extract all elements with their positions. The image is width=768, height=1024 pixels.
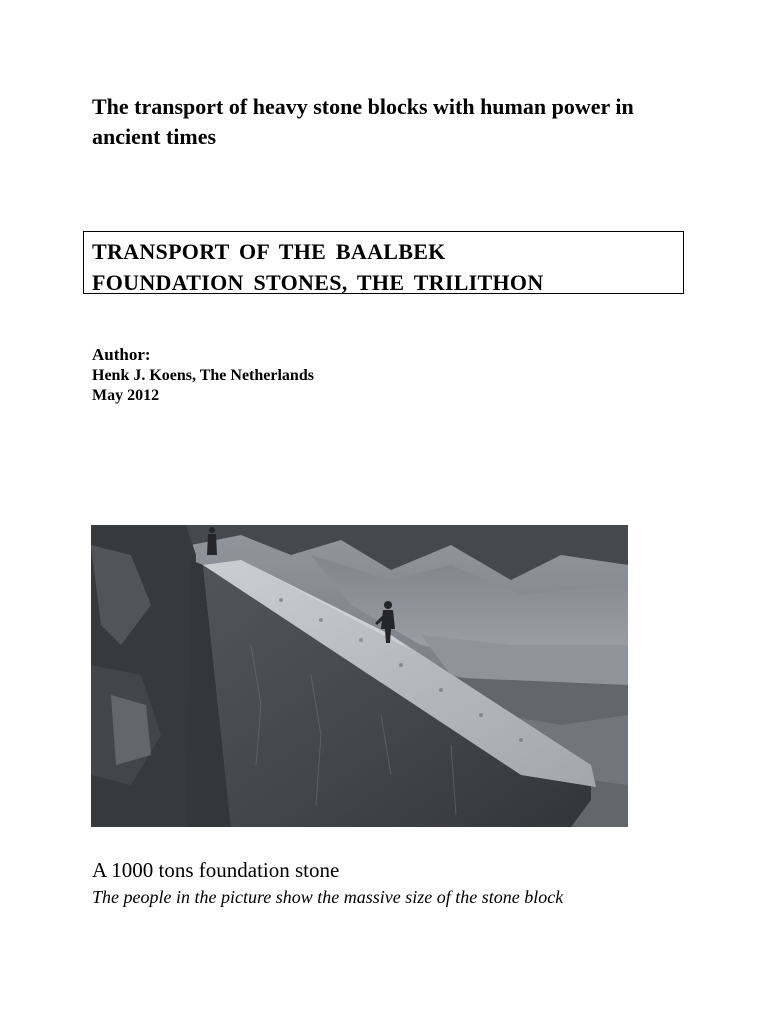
photo-caption-subtitle: The people in the picture show the massive size of the stone block — [92, 887, 564, 907]
author-name: Henk J. Koens, The Netherlands — [92, 367, 314, 384]
boxed-heading — [83, 231, 684, 294]
boxed-heading-line-2: FOUNDATION STONES, THE TRILITHON — [92, 270, 544, 295]
author-date: May 2012 — [92, 387, 160, 404]
boxed-heading-line-1: TRANSPORT OF THE BAALBEK — [92, 239, 446, 264]
stone-block-photo — [91, 525, 628, 827]
stone-block-photo-image — [91, 525, 628, 827]
photo-caption-title: A 1000 tons foundation stone — [92, 858, 340, 882]
author-label: Author: — [92, 345, 151, 364]
document-title: The transport of heavy stone blocks with human power in ancient times — [92, 94, 634, 149]
